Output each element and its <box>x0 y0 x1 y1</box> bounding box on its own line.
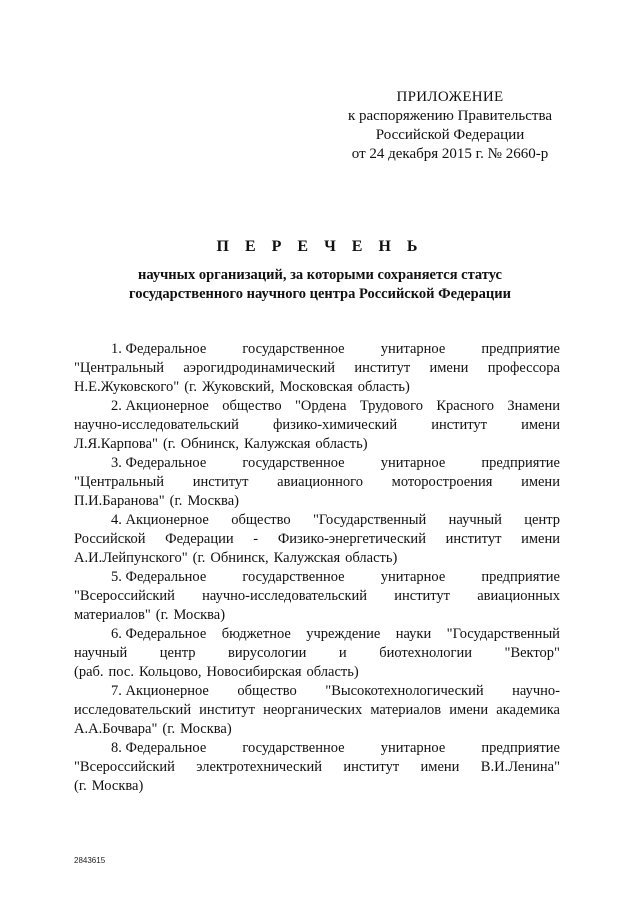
list-item-word: унитарное <box>380 455 446 471</box>
list-item-word: бюджетное <box>221 626 291 642</box>
list-item-word: учреждение <box>306 626 381 642</box>
list-item-word: институт <box>394 588 451 604</box>
list-item-word: научный <box>74 645 128 661</box>
list-item-word: 1. Федеральное <box>111 341 207 357</box>
list-item-word: Н.Е.Жуковского" <box>74 379 180 395</box>
subheading-line-2: государственного научного центра Российской Федерации <box>129 286 511 302</box>
list-item-word: "Центральный <box>74 474 165 490</box>
list-item-word: область) <box>345 550 398 566</box>
document-subheading <box>60 266 580 304</box>
list-item-word: 6. Федеральное <box>111 626 207 642</box>
list-item-line <box>74 587 560 606</box>
list-item <box>74 682 560 739</box>
list-item-word: Москва) <box>91 778 144 794</box>
list-item-line <box>74 663 560 682</box>
list-item-word: институт <box>431 417 487 433</box>
list-item-word: (г. <box>155 607 169 623</box>
list-item-line <box>74 568 560 587</box>
list-item-word: Московская <box>279 379 353 395</box>
list-item-line <box>74 530 560 549</box>
list-item-word: центр <box>524 512 560 528</box>
list-item-line <box>74 625 560 644</box>
list-item-line <box>74 701 560 720</box>
list-item-line <box>74 378 560 397</box>
list-item-word: институт <box>354 360 411 376</box>
list-item-word: "Высокотехнологический <box>325 683 484 699</box>
list-item-line <box>74 682 560 701</box>
list-item-word: Москва) <box>180 721 232 737</box>
list-item-word: Обнинск, <box>180 436 239 452</box>
list-item-word: - <box>253 531 259 547</box>
appendix-block <box>330 88 570 164</box>
list-item-word: 4. Акционерное <box>111 512 209 528</box>
document-number: 2843615 <box>74 856 106 865</box>
list-item-word: науки <box>395 626 432 642</box>
list-item-word: Жуковский, <box>201 379 275 395</box>
list-item-word: 3. Федеральное <box>111 455 207 471</box>
list-item <box>74 454 560 511</box>
list-item-word: (г. <box>192 550 206 566</box>
list-item-word: моторостроения <box>391 474 493 490</box>
list-item-line <box>74 606 560 625</box>
list-item-word: имени <box>521 531 560 547</box>
list-item-word: унитарное <box>380 341 446 357</box>
list-item-word: государственное <box>242 341 345 357</box>
organization-list <box>74 340 560 796</box>
list-item-word: предприятие <box>481 740 560 756</box>
list-item-word: 2. Акционерное <box>111 398 209 414</box>
list-item-word: Федерации <box>165 531 234 547</box>
list-item-word: "Центральный <box>74 360 165 376</box>
list-item-line <box>74 549 560 568</box>
list-item-word: имени <box>521 417 560 433</box>
list-item-word: "Всероссийский <box>74 759 175 775</box>
list-item-word: Новосибирская <box>206 664 302 680</box>
list-item-word: предприятие <box>481 341 560 357</box>
list-item-word: академика <box>496 702 560 718</box>
list-item-word: область) <box>306 664 359 680</box>
list-item <box>74 739 560 796</box>
appendix-line-1: к распоряжению Правительства <box>347 108 552 124</box>
list-item-word: предприятие <box>481 455 560 471</box>
list-item <box>74 397 560 454</box>
list-item-word: материалов <box>370 702 442 718</box>
list-item <box>74 568 560 625</box>
list-item-word: институт <box>192 474 249 490</box>
list-item-word: Москва) <box>173 607 226 623</box>
list-item-word: имени <box>420 759 460 775</box>
list-item-line <box>74 758 560 777</box>
list-item-word: (г. <box>162 721 176 737</box>
list-item-word: "Государственный <box>446 626 560 642</box>
list-item-word: унитарное <box>380 740 446 756</box>
list-item-word: (г. <box>184 379 197 395</box>
list-item <box>74 340 560 397</box>
list-item-word: государственное <box>242 455 345 471</box>
list-item-word: "Ордена <box>294 398 347 414</box>
list-item-word: имени <box>521 474 560 490</box>
list-item-word: Калужская <box>273 550 341 566</box>
list-item-word: научный <box>448 512 502 528</box>
list-item-word: электротехнический <box>196 759 323 775</box>
list-item-word: вирусологии <box>228 645 307 661</box>
list-item-word: государственное <box>242 569 345 585</box>
list-item-word: Трудового <box>359 398 423 414</box>
list-item-word: 8. Федеральное <box>111 740 207 756</box>
list-item-line <box>74 359 560 378</box>
list-item-word: аэрогидродинамический <box>183 360 336 376</box>
document-heading: П Е Р Е Ч Е Н Ь <box>216 238 424 255</box>
list-item-word: институт <box>445 531 502 547</box>
list-item-word: научно-исследовательский <box>74 417 239 433</box>
list-item-word: общество <box>231 512 291 528</box>
list-item-word: (г. <box>162 436 176 452</box>
list-item-word: предприятие <box>481 569 560 585</box>
list-item-word: Москва) <box>187 493 239 509</box>
list-item-word: А.А.Бочвара" <box>74 721 158 737</box>
list-item-word: и <box>338 645 347 661</box>
list-item-line <box>74 454 560 473</box>
list-item-word: (раб. <box>74 664 104 680</box>
list-item-line <box>74 720 560 739</box>
list-item-line <box>74 435 560 454</box>
list-item-word: институт <box>343 759 400 775</box>
list-item-word: Знамени <box>507 398 560 414</box>
list-item-word: пос. <box>108 664 134 680</box>
list-item-word: Красного <box>436 398 494 414</box>
list-item <box>74 625 560 682</box>
list-item <box>74 511 560 568</box>
list-item-word: "Вектор" <box>504 645 560 661</box>
list-item-word: авиационного <box>277 474 363 490</box>
list-item-word: общество <box>237 683 297 699</box>
list-item-line <box>74 397 560 416</box>
list-item-word: 5. Федеральное <box>111 569 207 585</box>
list-item-word: имени <box>429 360 469 376</box>
appendix-line-3: от 24 декабря 2015 г. № 2660-р <box>351 146 549 162</box>
list-item-word: государственное <box>242 740 345 756</box>
list-item-line <box>74 416 560 435</box>
list-item-word: общество <box>222 398 282 414</box>
list-item-word: научно-исследовательский <box>202 588 368 604</box>
list-item-word: (г. <box>74 778 87 794</box>
list-item-line <box>74 644 560 663</box>
list-item-word: Физико-энергетический <box>277 531 426 547</box>
list-item-line <box>74 473 560 492</box>
list-item-word: (г. <box>169 493 183 509</box>
list-item-word: материалов" <box>74 607 151 623</box>
list-item-word: "Всероссийский <box>74 588 175 604</box>
list-item-word: область) <box>357 379 410 395</box>
list-item-word: В.И.Ленина" <box>480 759 560 775</box>
list-item-word: 7. Акционерное <box>111 683 209 699</box>
list-item-word: "Государственный <box>312 512 427 528</box>
list-item-word: исследовательский <box>74 702 192 718</box>
list-item-line <box>74 492 560 511</box>
appendix-line-2: Российской Федерации <box>375 127 525 143</box>
list-item-line <box>74 511 560 530</box>
list-item-word: центр <box>159 645 196 661</box>
list-item-word: имени <box>449 702 489 718</box>
list-item-word: неорганических <box>263 702 363 718</box>
list-item-line <box>74 340 560 359</box>
list-item-word: Кольцово, <box>138 664 202 680</box>
list-item-word: биотехнологии <box>379 645 473 661</box>
list-item-word: Л.Я.Карпова" <box>74 436 158 452</box>
list-item-word: Российской <box>74 531 146 547</box>
list-item-word: авиационных <box>477 588 560 604</box>
subheading-line-1: научных организаций, за которыми сохраняется статус <box>138 267 502 283</box>
list-item-word: П.И.Баранова" <box>74 493 165 509</box>
list-item-word: профессора <box>487 360 560 376</box>
list-item-word: область) <box>315 436 368 452</box>
list-item-word: унитарное <box>380 569 446 585</box>
list-item-word: научно- <box>512 683 560 699</box>
list-item-word: институт <box>199 702 255 718</box>
list-item-word: физико-химический <box>273 417 398 433</box>
list-item-line <box>74 777 560 796</box>
list-item-word: А.И.Лейпунского" <box>74 550 188 566</box>
list-item-word: Калужская <box>243 436 311 452</box>
list-item-word: Обнинск, <box>210 550 269 566</box>
appendix-title: ПРИЛОЖЕНИЕ <box>396 89 504 105</box>
list-item-line <box>74 739 560 758</box>
